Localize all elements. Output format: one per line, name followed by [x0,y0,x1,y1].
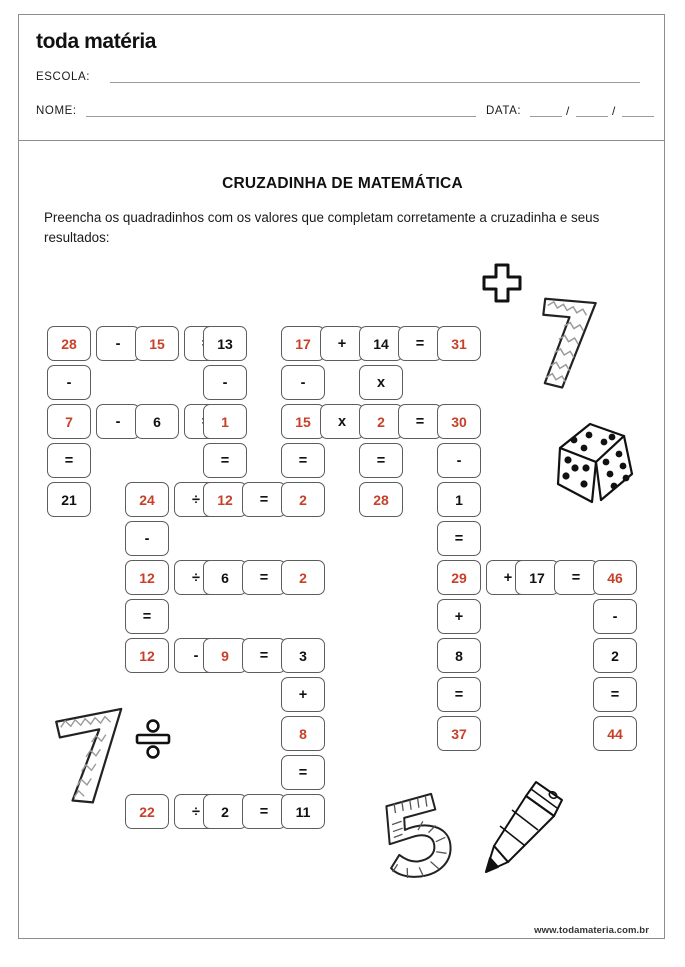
crossword-value-cell: 6 [135,404,179,439]
crossword-operator-cell: = [281,755,325,790]
crossword-value-cell[interactable]: 46 [593,560,637,595]
crossword-operator-cell: - [125,521,169,556]
crossword-value-cell[interactable]: 2 [359,404,403,439]
crossword-value-cell[interactable]: 24 [125,482,169,517]
crossword-operator-cell: - [174,638,218,673]
escola-label: ESCOLA: [36,71,91,83]
crossword-operator-cell: = [398,326,442,361]
crossword-operator-cell: = [242,560,286,595]
crossword-value-cell[interactable]: 12 [125,560,169,595]
crossword-operator-cell: ÷ [174,482,218,517]
crossword-value-cell[interactable]: 44 [593,716,637,751]
crossword-value-cell[interactable]: 2 [281,482,325,517]
data-label: DATA: [486,105,522,117]
page-title: CRUZADINHA DE MATEMÁTICA [222,175,463,192]
crossword-value-cell[interactable]: 7 [47,404,91,439]
crossword-operator-cell: - [281,365,325,400]
crossword-value-cell[interactable]: 37 [437,716,481,751]
crossword-operator-cell: = [593,677,637,712]
number-seven-decoration [46,702,142,815]
date-separator-2: / [612,104,616,118]
crossword-operator-cell: x [320,404,364,439]
crossword-value-cell[interactable]: 30 [437,404,481,439]
crossword-value-cell: 1 [437,482,481,517]
brand-logo: toda matéria [36,30,157,53]
crossword-value-cell: 21 [47,482,91,517]
crossword-value-cell[interactable]: 2 [281,560,325,595]
footer-url: www.todamateria.com.br [534,925,649,936]
crossword-operator-cell: = [398,404,442,439]
crossword-operator-cell: + [437,599,481,634]
crossword-value-cell: 2 [593,638,637,673]
crossword-value-cell[interactable]: 15 [281,404,325,439]
nome-label: NOME: [36,105,77,117]
division-sign-decoration [134,718,172,765]
crossword-operator-cell: + [320,326,364,361]
crossword-operator-cell: - [203,365,247,400]
crossword-operator-cell: - [47,365,91,400]
crossword-operator-cell: = [554,560,598,595]
crossword-value-cell[interactable]: 28 [359,482,403,517]
crossword-operator-cell: = [242,794,286,829]
crossword-operator-cell: = [242,638,286,673]
crossword-value-cell[interactable]: 22 [125,794,169,829]
crossword-value-cell: 13 [203,326,247,361]
crossword-operator-cell: x [359,365,403,400]
crossword-operator-cell: = [125,599,169,634]
crossword-operator-cell: = [359,443,403,478]
crossword-operator-cell: - [593,599,637,634]
pencil-decoration [476,776,572,885]
crossword-value-cell[interactable]: 9 [203,638,247,673]
crossword-value-cell: 8 [437,638,481,673]
crossword-operator-cell: = [437,677,481,712]
crossword-operator-cell: - [96,326,140,361]
crossword-value-cell[interactable]: 28 [47,326,91,361]
crossword-operator-cell: = [242,482,286,517]
crossword-operator-cell: ÷ [174,560,218,595]
crossword-operator-cell: = [47,443,91,478]
crossword-value-cell[interactable]: 8 [281,716,325,751]
crossword-operator-cell: = [437,521,481,556]
crossword-value-cell: 11 [281,794,325,829]
crossword-value-cell[interactable]: 12 [125,638,169,673]
crossword-value-cell[interactable]: 15 [135,326,179,361]
crossword-value-cell[interactable]: 12 [203,482,247,517]
crossword-operator-cell: - [96,404,140,439]
crossword-value-cell[interactable]: 1 [203,404,247,439]
crossword-operator-cell: = [203,443,247,478]
dice-decoration [546,410,652,521]
crossword-value-cell: 14 [359,326,403,361]
date-separator-1: / [566,104,570,118]
crossword-operator-cell: + [486,560,530,595]
crossword-operator-cell: + [281,677,325,712]
number-one-decoration [516,282,608,402]
crossword-value-cell: 3 [281,638,325,673]
instructions-text: Preencha os quadradinhos com os valores que completam corretamente a cruzadinha e seus resultados: [44,210,600,246]
crossword-operator-cell: - [437,443,481,478]
crossword-operator-cell: = [281,443,325,478]
number-five-decoration [373,788,465,891]
crossword-value-cell[interactable]: 31 [437,326,481,361]
crossword-operator-cell: ÷ [174,794,218,829]
crossword-value-cell: 6 [203,560,247,595]
crossword-value-cell: 2 [203,794,247,829]
crossword-value-cell[interactable]: 17 [281,326,325,361]
crossword-value-cell: 17 [515,560,559,595]
crossword-value-cell[interactable]: 29 [437,560,481,595]
